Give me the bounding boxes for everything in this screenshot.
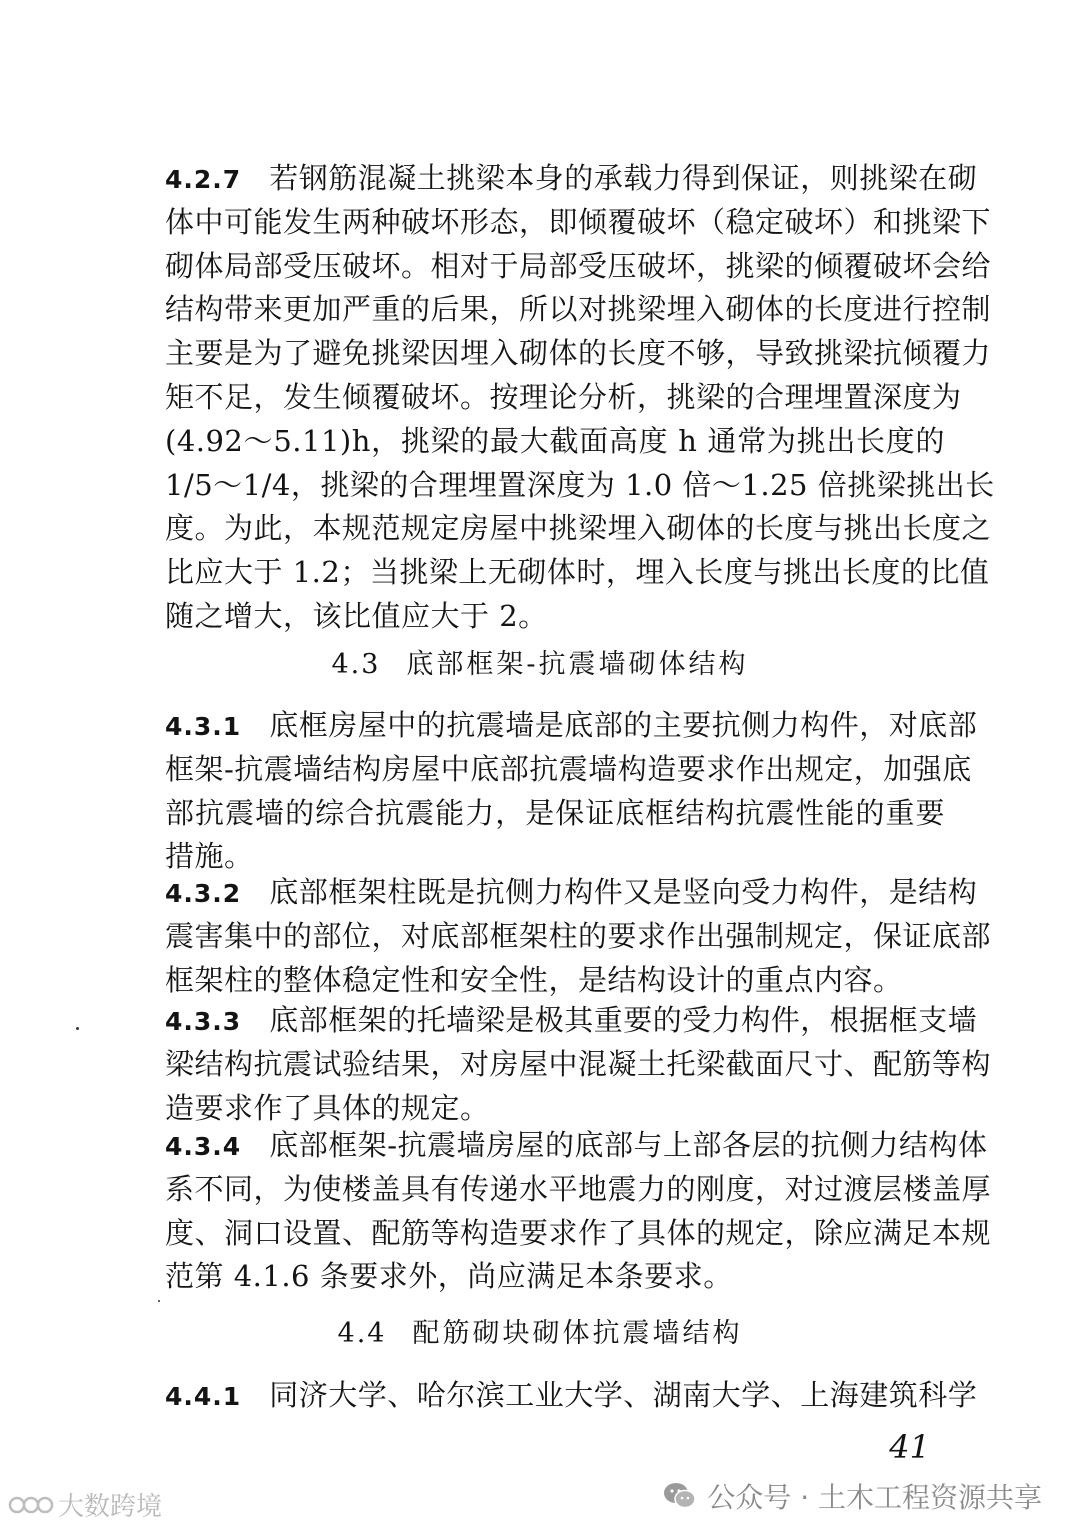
clause-text-line: 若钢筋混凝土挑梁本身的承载力得到保证，则挑梁在砌 [269,161,978,195]
section-number: 4.4 [337,1318,387,1349]
clause-text-line: 体中可能发生两种破坏形态，即倾覆破坏（稳定破坏）和挑梁下 [165,204,992,239]
clause-text-line: 范第 4.1.6 条要求外，尚应满足本条要求。 [165,1259,733,1294]
scan-speck [158,1300,160,1302]
clause-text-line: 系不同，为使楼盖具有传递水平地震力的刚度，对过渡层楼盖厚 [165,1171,992,1206]
clause-number: 4.4.1 [165,1382,242,1411]
clause-text-line: 度。为此，本规范规定房屋中挑梁埋入砌体的长度与挑出长度之 [165,511,992,546]
clause-text-line: 1/5～1/4，挑梁的合理埋置深度为 1.0 倍～1.25 倍挑梁挑出长 [165,467,995,502]
wechat-account-text: 公众号 · 土木工程资源共享 [707,1481,1042,1514]
clause-text-line: 比应大于 1.2；当挑梁上无砌体时，埋入长度与挑出长度的比值 [165,555,990,590]
clause-text-line: 砌体局部受压破坏。相对于局部受压破坏，挑梁的倾覆破坏会给 [165,248,992,283]
clause-text-line: 震害集中的部位，对底部框架柱的要求作出强制规定，保证底部 [165,918,992,953]
clause-text-line: 同济大学、哈尔滨工业大学、湖南大学、上海建筑科学 [269,1378,978,1412]
section-number: 4.3 [331,649,381,680]
wechat-watermark [663,1476,1042,1516]
clause-text-line: (4.92～5.11)h，挑梁的最大截面高度 h 通常为挑出长度的 [165,423,945,458]
section-title-text: 底部框架-抗震墙砌体结构 [406,649,749,680]
clause-text-line: 结构带来更加严重的后果，所以对挑梁埋入砌体的长度进行控制 [165,292,992,327]
clause-number: 4.3.1 [165,712,242,741]
clause-text-line: 框架柱的整体稳定性和安全性，是结构设计的重点内容。 [165,962,903,997]
brand-logo-icon [8,1492,54,1518]
clause-4-2-7 [165,157,995,639]
logo-text: 大数跨境 [58,1492,163,1522]
clause-number: 4.3.2 [165,879,242,908]
logo-watermark [8,1486,162,1523]
clause-text-line: 底部框架柱既是抗侧力构件又是竖向受力构件，是结构 [269,875,978,909]
clause-text-line: 底部框架的托墙梁是极其重要的受力构件，根据框支墙 [269,1003,978,1037]
clause-number: 4.3.4 [165,1132,242,1161]
clause-text-line: 部抗震墙的综合抗震能力，是保证底框结构抗震性能的重要 [165,795,945,830]
clause-4-4-1 [165,1374,978,1418]
clause-number: 4.2.7 [165,165,242,194]
clause-4-3-3 [165,999,992,1130]
clause-text-line: 主要是为了避免挑梁因埋入砌体的长度不够，导致挑梁抗倾覆力 [165,336,992,371]
clause-text-line: 随之增大，该比值应大于 2。 [165,598,548,633]
clause-text-line: 梁结构抗震试验结果，对房屋中混凝土托梁截面尺寸、配筋等构 [165,1046,992,1081]
clause-4-3-2 [165,871,992,1002]
clause-text-line: 底框房屋中的抗震墙是底部的主要抗侧力构件，对底部 [269,708,978,742]
clause-number: 4.3.3 [165,1007,242,1036]
clause-text-line: 框架-抗震墙结构房屋中底部抗震墙构造要求作出规定，加强底 [165,751,972,786]
scan-speck [76,1027,79,1030]
section-title-text: 配筋砌块砌体抗震墙结构 [412,1318,743,1349]
clause-text-line: 措施。 [165,839,254,874]
section-heading-4-4 [0,1314,1080,1354]
clause-text-line: 度、洞口设置、配筋等构造要求作了具体的规定，除应满足本规 [165,1215,992,1250]
clause-text-line: 造要求作了具体的规定。 [165,1090,490,1125]
clause-text-line: 矩不足，发生倾覆破坏。按理论分析，挑梁的合理埋置深度为 [165,379,962,414]
page-number: 41 [889,1428,930,1466]
clause-4-3-4 [165,1124,992,1299]
clause-4-3-1 [165,704,978,879]
wechat-icon [663,1481,697,1511]
clause-text-line: 底部框架-抗震墙房屋的底部与上部各层的抗侧力结构体 [269,1128,988,1162]
section-heading-4-3 [0,645,1080,685]
